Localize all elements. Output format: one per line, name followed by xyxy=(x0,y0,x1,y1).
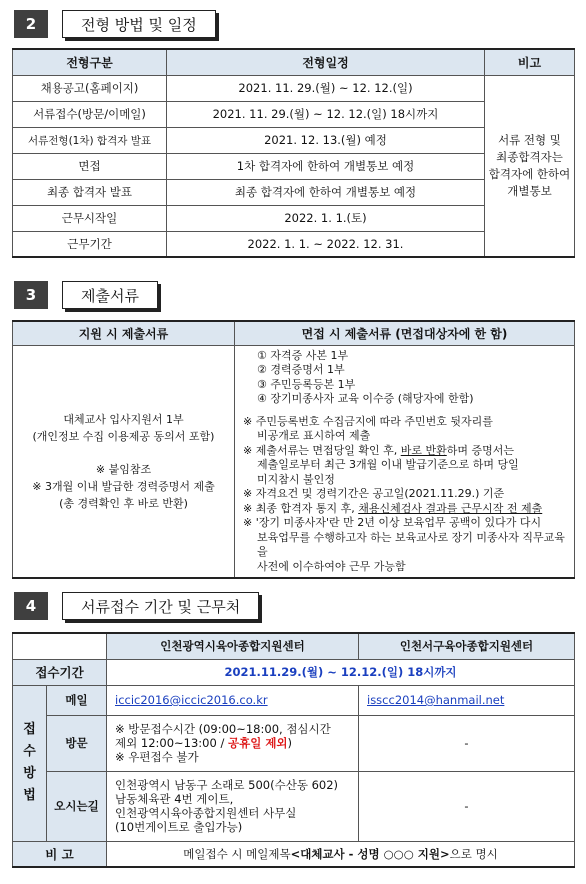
doc-line: (개인정보 수집 이용제공 동의서 포함) xyxy=(32,429,215,443)
application-docs-cell xyxy=(13,345,235,578)
remark-label: 비 고 xyxy=(13,841,107,867)
section-number: 3 xyxy=(14,281,48,309)
doc-item: ③ 주민등록등본 1부 xyxy=(257,377,356,391)
table-cell: 서류전형(1차) 합격자 발표 xyxy=(13,127,167,153)
table-cell: 2021. 11. 29.(월) ~ 12. 12.(일) xyxy=(167,75,485,101)
table-cell: 2022. 1. 1. ~ 2022. 12. 31. xyxy=(167,231,485,257)
table-cell: 근무기간 xyxy=(13,231,167,257)
table-cell: 근무시작일 xyxy=(13,205,167,231)
note-line: 합격자에 한하여 xyxy=(488,166,571,181)
note-line: 서류 전형 및 xyxy=(498,132,561,147)
note-line: 미지참시 불인정 xyxy=(257,472,335,486)
email-link-1[interactable]: iccic2016@iccic2016.co.kr xyxy=(115,693,268,707)
doc-item: ① 자격증 사본 1부 xyxy=(257,348,349,362)
remark-value: 메일접수 시 메일제목<대체교사 - 성명 ○○○ 지원>으로 명시 xyxy=(107,841,575,867)
method-label: 접 수 방 법 xyxy=(13,685,47,841)
section-title: 전형 방법 및 일정 xyxy=(62,10,216,38)
table-cell: 최종 합격자 발표 xyxy=(13,179,167,205)
directions-info: 인천광역시 남동구 소래로 500(수산동 602) 남동체육관 4번 게이트, 인천광역시육아종합지원센터 사무실 (10번게이트로 출입가능) xyxy=(107,771,359,841)
visit-info: ※ 방문접수시간 (09:00~18:00, 점심시간 제외 12:00~13:00 / 공휴일 제외) ※ 우편접수 불가 xyxy=(107,715,359,771)
note-line: 개별통보 xyxy=(507,183,552,198)
col-header: 전형구분 xyxy=(13,49,167,75)
note-line: ※ 제출서류는 면접당일 확인 후, 바로 반환하며 증명서는 xyxy=(243,443,514,457)
directions-label: 오시는길 xyxy=(47,771,107,841)
note-line: ※ 주민등록번호 수집금지에 따라 주민번호 뒷자리를 xyxy=(243,414,493,428)
table-cell: 2021. 11. 29.(월) ~ 12. 12.(일) 18시까지 xyxy=(167,101,485,127)
col-header: 면접 시 제출서류 (면접대상자에 한 함) xyxy=(235,321,575,345)
note-line: ※ 자격요건 및 경력기간은 공고일(2021.11.29.) 기준 xyxy=(243,487,505,500)
directions-info-2: - xyxy=(359,771,575,841)
note-line: 보육업무를 수행하고자 하는 보육교사로 장기 미종사자 직무교육을 xyxy=(257,530,565,558)
schedule-table xyxy=(12,48,575,258)
table-cell: 면접 xyxy=(13,153,167,179)
doc-line: (총 경력확인 후 바로 반환) xyxy=(59,496,188,510)
table-cell: 최종 합격자에 한하여 개별통보 예정 xyxy=(167,179,485,205)
doc-item: ④ 장기미종사자 교육 이수증 (해당자에 한함) xyxy=(257,392,474,405)
table-cell: 2022. 1. 1.(토) xyxy=(167,205,485,231)
section-number: 4 xyxy=(14,592,48,620)
note-line: ※ '장기 미종사자'란 만 2년 이상 보육업무 공백이 있다가 다시 xyxy=(243,516,542,529)
table-cell: 1차 합격자에 한하여 개별통보 예정 xyxy=(167,153,485,179)
visit-label: 방문 xyxy=(47,715,107,771)
section-4-header xyxy=(14,592,259,620)
col-header: 비고 xyxy=(485,49,575,75)
note-line: 제출일로부터 최근 3개월 이내 발급기준으로 하며 당일 xyxy=(257,458,519,471)
section-3-header xyxy=(14,281,158,309)
note-cell xyxy=(485,75,575,257)
table-cell: 서류접수(방문/이메일) xyxy=(13,101,167,127)
col-header: 인천서구육아종합지원센터 xyxy=(359,633,575,659)
section-number: 2 xyxy=(14,10,48,38)
note-line: 사전에 이수하여야 근무 가능함 xyxy=(257,559,406,573)
note-line: 최종합격자는 xyxy=(496,149,563,164)
period-value: 2021.11.29.(월) ~ 12.12.(일) 18시까지 xyxy=(107,659,575,685)
table-cell: 채용공고(홈페이지) xyxy=(13,75,167,101)
period-label: 접수기간 xyxy=(13,659,107,685)
note-line: ※ 최종 합격자 통지 후, 채용신체검사 결과를 근무시작 전 제출 xyxy=(243,501,543,515)
col-header: 전형일정 xyxy=(167,49,485,75)
documents-table xyxy=(12,320,575,579)
email-label: 메일 xyxy=(47,685,107,715)
reception-table xyxy=(12,632,575,868)
section-title: 제출서류 xyxy=(62,281,158,309)
doc-line: 대체교사 입사지원서 1부 xyxy=(63,412,184,426)
visit-info-2: - xyxy=(359,715,575,771)
interview-docs-cell xyxy=(235,345,575,578)
email-link-2[interactable]: isscc2014@hanmail.net xyxy=(367,693,505,707)
section-2-header xyxy=(14,10,216,38)
note-line: 비공개로 표시하여 제출 xyxy=(257,429,371,442)
doc-line: ※ 3개월 이내 발급한 경력증명서 제출 xyxy=(32,479,215,493)
col-header: 인천광역시육아종합지원센터 xyxy=(107,633,359,659)
table-cell: 2021. 12. 13.(월) 예정 xyxy=(167,127,485,153)
doc-line: ※ 붙임참조 xyxy=(95,462,152,476)
section-title: 서류접수 기간 및 근무처 xyxy=(62,592,259,620)
col-header: 지원 시 제출서류 xyxy=(13,321,235,345)
doc-item: ② 경력증명서 1부 xyxy=(257,363,345,376)
